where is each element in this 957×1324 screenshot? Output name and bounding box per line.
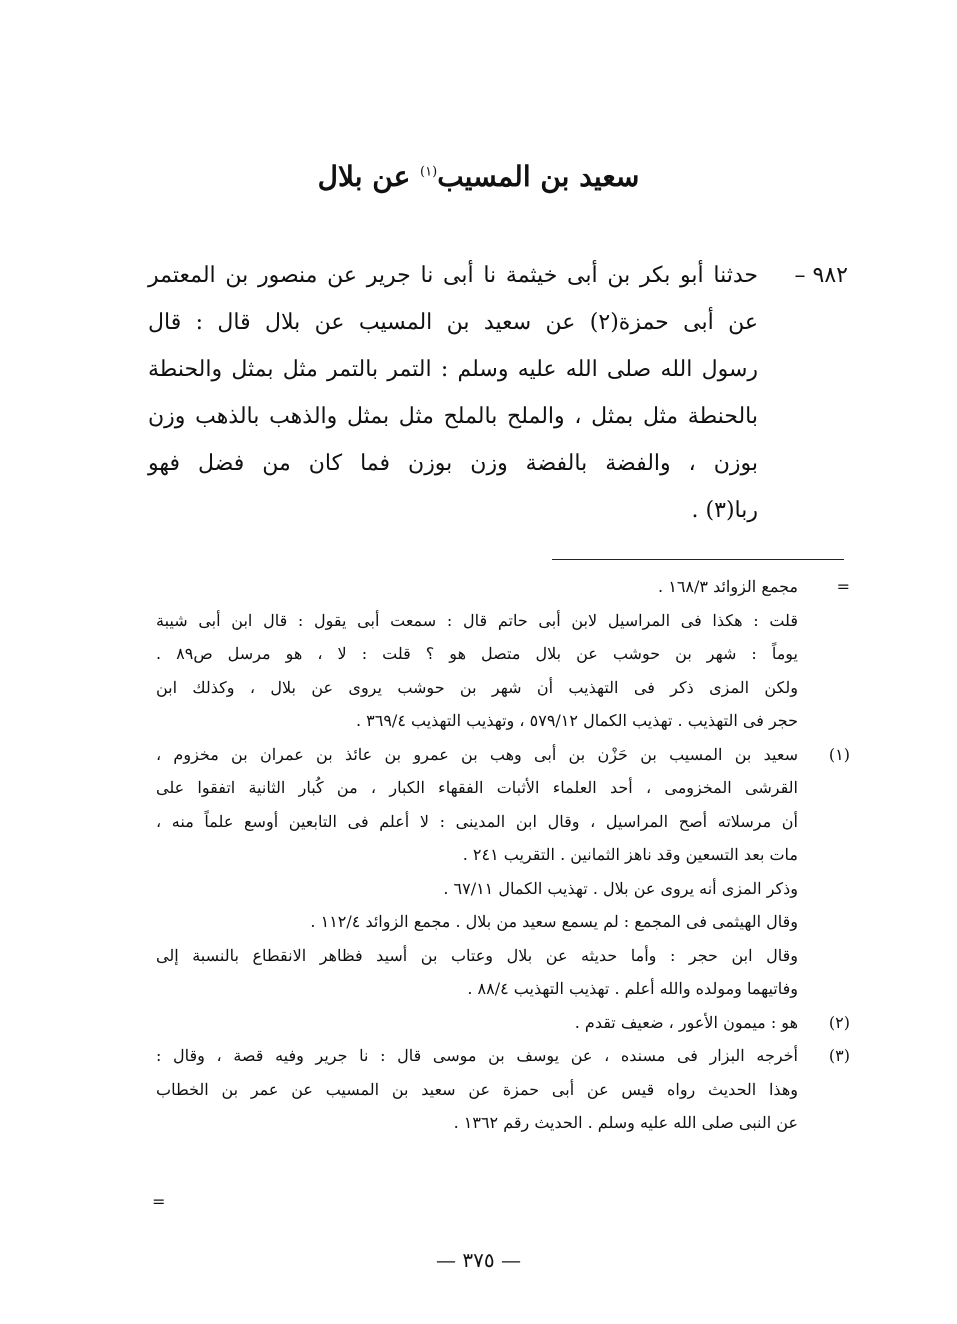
footnote-line: مجمع الزوائد ١٦٨/٣ . bbox=[658, 577, 798, 596]
hadith-text bbox=[148, 252, 758, 534]
footnote-line: وقال ابن حجر : وأما حديثه عن بلال وعتاب بن أسيد فظاهر الانقطاع بالنسبة إلى bbox=[156, 945, 798, 965]
footnote-mark: = bbox=[836, 577, 850, 596]
hadith-line: ربا(٣) . bbox=[691, 498, 758, 523]
footnote-line: مات بعد التسعين وقد ناهز الثمانين . التقريب ٢٤١ . bbox=[462, 845, 798, 864]
footnote-line: القرشى المخزومى ، أحد العلماء الأثبات الفقهاء الكبار ، من كُبار الثانية اتفقوا على bbox=[156, 778, 798, 797]
footnotes bbox=[150, 570, 850, 1140]
footnote-line: وهذا الحديث رواه قيس عن أبى حمزة عن سعيد بن المسيب عن عمر بن الخطاب bbox=[156, 1079, 798, 1099]
hadith-line: بوزن ، والفضة بالفضة وزن بوزن فما كان من فضل فهو bbox=[148, 451, 758, 476]
hadith-line: رسول الله صلى الله عليه وسلم : التمر بالتمر مثل بمثل والحنطة bbox=[148, 357, 758, 382]
footnote-mark: (٣) bbox=[828, 1046, 850, 1065]
hadith-line: بالحنطة مثل بمثل ، والملح بالملح مثل بمثل والذهب بالذهب وزن bbox=[148, 404, 758, 429]
footnote-line: وقال الهيثمى فى المجمع : لم يسمع سعيد من بلال . مجمع الزوائد ١١٢/٤ . bbox=[310, 912, 798, 931]
title-text-a: سعيد بن المسيب bbox=[437, 160, 640, 193]
footnote-line: قلت : هكذا فى المراسيل لابن أبى حاتم قال : سمعت أبى يقول : قال ابن أبى شيبة bbox=[156, 610, 798, 630]
footnote-3 bbox=[150, 1039, 850, 1140]
footnote-line: أن مرسلاته أصح المراسيل ، وقال ابن المدينى : لا أعلم فى التابعين أوسع علماً منه ، bbox=[156, 811, 798, 831]
footnote-1 bbox=[150, 738, 850, 1006]
footnote-line: أخرجه البزار فى مسنده ، عن يوسف بن موسى قال : نا جرير وفيه قصة ، وقال : bbox=[156, 1046, 798, 1065]
hadith-line: حدثنا أبو بكر بن أبى خيثمة نا أبى نا جرير عن منصور بن المعتمر bbox=[148, 263, 758, 288]
page-number: — ٣٧٥ — bbox=[436, 1248, 521, 1272]
section-title bbox=[0, 160, 957, 193]
footnote-line: هو : ميمون الأعور ، ضعيف تقدم . bbox=[574, 1012, 798, 1032]
footnote-line: حجر فى التهذيب . تهذيب الكمال ٥٧٩/١٢ ، وتهذيب التهذيب ٣٦٩/٤ . bbox=[355, 711, 798, 730]
continuation-mark: = bbox=[152, 1192, 166, 1211]
footnote-mark: (٢) bbox=[828, 1012, 850, 1032]
footnote-mark: (١) bbox=[828, 744, 850, 764]
footnote-line: وفاتيهما ومولده والله أعلم . تهذيب التهذيب ٨٨/٤ . bbox=[467, 979, 798, 998]
hadith-block bbox=[148, 252, 848, 534]
footnote-2 bbox=[150, 1006, 850, 1040]
footnote-separator bbox=[552, 559, 844, 560]
hadith-line: عن أبى حمزة(٢) عن سعيد بن المسيب عن بلال قال : قال bbox=[148, 310, 758, 335]
footnote-ref-1: (١) bbox=[420, 164, 438, 180]
footnote-line: وذكر المزى أنه يروى عن بلال . تهذيب الكمال ٦٧/١١ . bbox=[443, 878, 798, 898]
footnote-line: عن النبى صلى الله عليه وسلم . الحديث رقم ١٣٦٢ . bbox=[453, 1113, 798, 1132]
footnote-continued bbox=[150, 570, 850, 738]
footnote-line: ولكن المزى ذكر فى التهذيب أن شهر بن حوشب يروى عن بلال ، وكذلك ابن bbox=[156, 677, 798, 697]
title-text-b: عن بلال bbox=[317, 160, 421, 193]
footnote-line: يوماً : شهر بن حوشب عن بلال متصل هو ؟ قلت : لا ، هو مرسل ص٨٩ . bbox=[156, 644, 799, 663]
hadith-number: ٩٨٢ – bbox=[794, 263, 848, 288]
footnote-line: سعيد بن المسيب بن حَزْن بن أبى وهب بن عمرو بن عائذ بن عمران بن مخزوم ، bbox=[156, 744, 798, 764]
